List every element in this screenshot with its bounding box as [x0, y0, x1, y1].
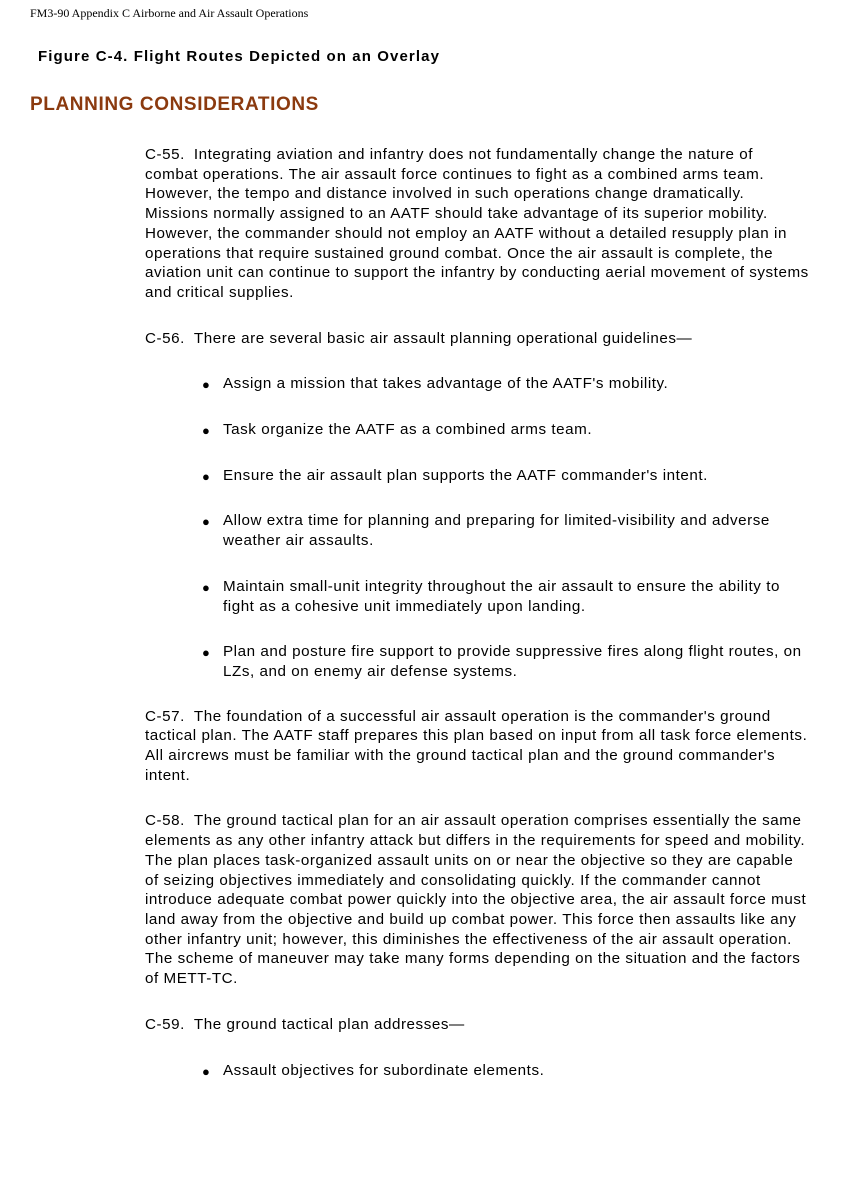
bullet-icon: ●: [202, 579, 211, 595]
bullet-icon: ●: [202, 377, 211, 393]
addresses-list: [145, 1061, 810, 1081]
paragraph-number: C-55.: [145, 146, 185, 163]
paragraph-c59: [145, 1015, 810, 1035]
list-item: ● Assault objectives for subordinate elements.: [223, 1061, 810, 1081]
figure-caption: Figure C-4. Flight Routes Depicted on an Overlay: [38, 48, 441, 65]
paragraph-c55: [145, 145, 810, 303]
paragraph-c56: [145, 329, 810, 349]
bullet-icon: ●: [202, 645, 211, 661]
list-item: ● Allow extra time for planning and preparing for limited-visibility and adverse weather air assaults.: [202, 512, 770, 550]
paragraph-text: The ground tactical plan addresses—: [193, 1015, 465, 1033]
bullet-icon: ●: [202, 1063, 211, 1079]
list-item: ● Assign a mission that takes advantage of the AATF's mobility.: [223, 374, 810, 394]
paragraph-c57: [145, 707, 810, 786]
list-item: ● Task organize the AATF as a combined arms team.: [223, 420, 810, 440]
paragraph-text: Integrating aviation and infantry does not fundamentally change the nature of combat operations. The air assault force continues to fight as a combined arms team. However, the tempo and distance involved in such operations change dramatically. Missions normally assigned to an AATF should take advantage of its superior mobility. However, the commander should not employ an AATF without a detailed resupply plan in operations that require sustained ground combat. Once the air assault is complete, the aviation unit can continue to support the infantry by conducting aerial movement of systems and critical supplies.: [145, 146, 809, 301]
page-header: FM3-90 Appendix C Airborne and Air Assault Operations: [30, 6, 309, 20]
guidelines-list: [145, 374, 810, 681]
bullet-icon: ●: [202, 423, 211, 439]
paragraph-text: There are several basic air assault planning operational guidelines—: [193, 329, 693, 347]
bullet-icon: ●: [202, 514, 211, 530]
paragraph-c58: [145, 811, 810, 988]
list-item: ● Maintain small-unit integrity throughout the air assault to ensure the ability to fight as a cohesive unit immediately upon landing.: [202, 577, 780, 615]
paragraph-number: C-56.: [145, 329, 185, 347]
bullet-icon: ●: [202, 468, 211, 484]
paragraph-text: The ground tactical plan for an air assault operation comprises essentially the same elements as any other infantry attack but differs in the requirements for speed and mobility. The plan places task-organized assault units on or near the objective so they are capable of seizing objectives immediately and consolidating quickly. If the commander cannot introduce adequate combat power quickly into the objective area, the air assault force must land away from the objective and build up combat power. This force then assaults like any other infantry unit; however, this diminishes the effectiveness of the air assault operation. The scheme of maneuver may take many forms depending on the situation and the factors of METT-TC.: [145, 812, 807, 988]
section-title: PLANNING CONSIDERATIONS: [30, 94, 319, 115]
list-item: ● Plan and posture fire support to provide suppressive fires along flight routes, on LZs, and on enemy air defense systems.: [202, 643, 802, 680]
document-body: [145, 145, 810, 1080]
paragraph-number: C-58.: [145, 812, 185, 830]
paragraph-text: The foundation of a successful air assault operation is the commander's ground tactical plan. The AATF staff prepares this plan based on input from all task force elements. All aircrews must be familiar with the ground tactical plan and the ground commander's intent.: [145, 707, 808, 784]
paragraph-number: C-57.: [145, 707, 185, 725]
paragraph-number: C-59.: [145, 1015, 185, 1033]
list-item: ● Ensure the air assault plan supports the AATF commander's intent.: [223, 466, 810, 486]
